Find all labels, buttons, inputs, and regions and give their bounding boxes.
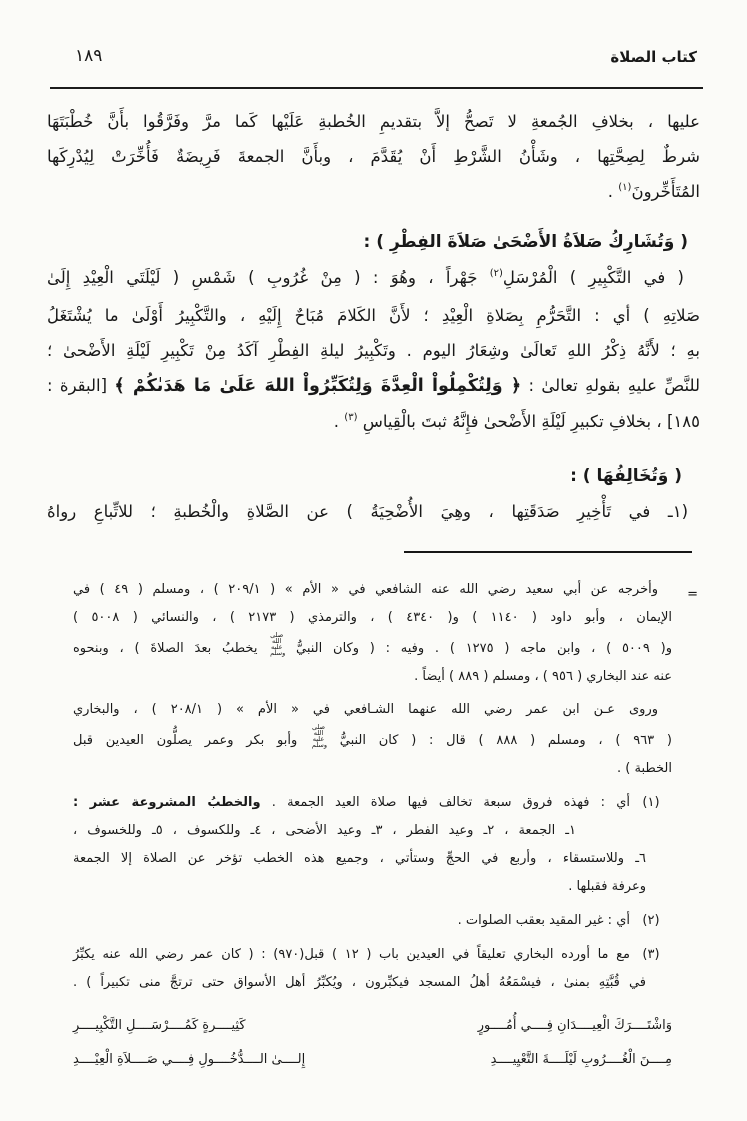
body-text: جَهْراً ، وهُوَ : ( مِنْ غُرُوبِ ) شَمْسِ ( لَيْلَتَي الْعِيْدِ إِلَىٰ: [47, 268, 490, 287]
footnote-text: و( ٥٠٠٩ ) ، وابن ماجه ( ١٢٧٥ ) . وفيه : ( وكان النبيُّ: [285, 641, 673, 656]
body-line quran-line: [47, 368, 700, 404]
footnote-cont-line: عنه عند البخاري ( ٩٥٦ ) ، ومسلم ( ٨٨٩ ) أيضاً .: [414, 669, 672, 684]
footnote-line: مع ما أورده البخاري تعليقاً في العيدين باب ( ١٢ ) قبل(٩٧٠) : ( كان عمر رضي الله عنه يكبِّرُ: [73, 947, 631, 962]
footnote-3-number: (٣): [642, 947, 660, 962]
page-number: ١٨٩: [75, 46, 103, 66]
body-line: [47, 174, 700, 212]
saw-ligature-icon: صلى الله عليه وسلم: [270, 631, 286, 657]
footnote-cont-line: وأخرجه عن أبي سعيد رضي الله عنه الشافعي في « الأم » ( ٢٠٩/١ ) ، ومسلم ( ٤٩ ) في: [73, 582, 658, 597]
body-line: [47, 404, 700, 442]
body-text: ( في التَّكْبِيرِ ) الْمُرْسَلِ: [502, 268, 684, 287]
quran-verse: ﴿ وَلِتُكْمِلُواْ الْعِدَّةَ وَلِتُكَبِّرُواْ اللهَ عَلَىٰ مَا هَدَىٰكُمْ ﴾: [114, 376, 522, 396]
poem: [73, 1009, 672, 1077]
footnote-line: أي : غير المقيد بعقب الصلوات .: [457, 913, 630, 928]
body-text: ١٨٥] ، بخلافِ تكبيرِ لَيْلَةِ الأَضْحىٰ فإِنَّهُ ثبتَ بالْقِياسِ: [357, 412, 700, 431]
footnotes: [73, 576, 698, 1077]
section-heading-eid-sharing: ( وَتُشَارِكُ صَلاَةُ الأَضْحَىٰ صَلاَةَ الفِطْرِ ) :: [363, 232, 688, 252]
footnote-3: [73, 941, 672, 997]
hemistich-right: وَاشْتَــــرَكَ الْعِيــــدَانِ فِــــي أُمُــــورٍ: [477, 1018, 672, 1033]
footnote-ref-2: (٢): [489, 268, 503, 279]
footnote-line: في قُبَّتِهِ بمنىٰ ، فيسْمَعُهُ أهلُ المسجد فيكبِّرون ، ويُكبِّرُ أهل الأسواق حتى ترتجَّ منى تكبيراً ) .: [73, 975, 646, 990]
page-header: [47, 46, 697, 66]
footnote-cont-line: وروى عـن ابن عمر رضي الله عنهما الشـافعي في « الأم » ( ٢٠٨/١ ) ، والبخاري: [73, 702, 658, 717]
section-heading-differences: ( وَتُخَالِفُهَا ) :: [570, 466, 682, 486]
body-text: [البقرة :: [47, 376, 115, 395]
footnote-text: أي : فهذه فروق سبعة تخالف فيها صلاة العيد الجمعة .: [260, 795, 630, 810]
footnote-3-text: [73, 941, 646, 997]
body-text: .: [333, 412, 345, 431]
footnote-cont-line: الخطبة ) .: [617, 761, 672, 776]
footnote-2-text: [73, 907, 630, 935]
footnote-1-text: [73, 789, 646, 901]
footnote-text: وأبو بكر وعمر يصلُّون العيدين قبل: [73, 733, 310, 748]
footnote-text: ( ٩٦٣ ) ، ومسلم ( ٨٨٨ ) قال : ( كان النبيُّ: [326, 733, 672, 748]
footnote-cont-line: الإيمان ، وأبو داود ( ١١٤٠ ) و( ٤٣٤٠ ) ، والترمذي ( ٢١٧٣ ) ، والنسائي ( ٥٠٠٨ ): [73, 610, 672, 625]
book-title: كتاب الصلاة: [610, 48, 697, 66]
body-text: .: [607, 182, 619, 201]
footnote-2: [73, 907, 672, 935]
body-line: صَلاتِهِ ) أي : التَّحَرُّمِ بِصَلاةِ الْعِيْدِ ؛ لأَنَّ الكَلامَ مُبَاحٌ إِلَيْهِ ، والتَّكْبِيرُ أَوْلَىٰ ما يُشْتَغَلُ: [47, 306, 700, 325]
footnote-line: ١ـ الجمعة ، ٢ـ وعيد الفطر ، ٣ـ وعيد الأضحى ، ٤ـ وللكسوف ، ٥ـ وللخسوف ،: [73, 823, 576, 838]
body-text: للنَّصِّ عليهِ بقولهِ تعالىٰ :: [521, 376, 700, 395]
footnote-line: [73, 789, 630, 817]
footnote-continuation-mark: =: [687, 587, 698, 602]
body-text: المُتَأَخِّرونَ: [631, 182, 700, 201]
footnote-line: وعرفة فقبلها .: [568, 879, 646, 894]
footnote-text: يخطبُ بعدَ الصلاةَ ) ، وبنحوه: [73, 641, 269, 656]
main-text: [47, 104, 700, 529]
poem-verse-2: [73, 1043, 672, 1077]
body-line: شرطٌ لِصِحَّتِها ، وشَأْنُ الشَّرْطِ أَنْ يُقَدَّمَ ، وبأَنَّ الجمعةَ فَرِيضَةٌ فَأُخِّرَتْ لِيُدْرِكَها: [47, 147, 700, 166]
hemistich-left: كَثِيــــرةٍ كَمُــــرْسَــــلِ التَّكْبِيــــرِ: [73, 1018, 246, 1033]
footnote-1: [73, 789, 672, 901]
body-line: [47, 260, 700, 298]
footnote-bold-text: والخطبُ المشروعة عشر :: [73, 795, 261, 810]
footnote-line: ٦ـ وللاستسقاء ، وأربع في الحجِّ وستأتي ، وجميع هذه الخطب تؤخر عن الصلاة إلا الجمعة: [73, 851, 646, 866]
body-line: بهِ ؛ لأَنَّهُ ذِكْرُ اللهِ تَعالَىٰ وشِعَارُ اليوم . وتَكْبِيرُ ليلةِ الفِطْرِ آكَدُ مِنْ تَكْبِيرِ لَيْلَةِ الأَضْحىٰ ؛: [47, 341, 700, 360]
poem-verse-1: [73, 1009, 672, 1043]
footnote-ref-3: (٣): [344, 412, 358, 423]
footnote-1-number: (١): [642, 795, 660, 810]
footnote-ref-1: (١): [618, 182, 632, 193]
footnote-cont-line: [73, 724, 672, 755]
footnote-separator: [404, 551, 692, 553]
body-line: (١ـ في تَأْخِيرِ صَدَقَتِها ، وهِيَ الأُضْحِيَةُ ) عن الصَّلاةِ والْخُطبةِ ؛ للاتِّباعِ رواهُ: [47, 502, 688, 521]
footnote-2-number: (٢): [642, 913, 660, 928]
body-line: عليها ، بخلافِ الجُمعةِ لا تَصحُّ إلاَّ بتقديمِ الخُطبةِ عَلَيْها كَما مرَّ وفَرَّقُوا بأَنَّ خُطْبَتَهَا: [47, 112, 700, 131]
header-rule: [50, 87, 703, 89]
hemistich-right: مِــــنَ الْغُــــرُوبِ لَيْلَــــةَ التَّعْيِيــــدِ: [490, 1052, 672, 1067]
footnote-cont-line: [73, 632, 672, 663]
saw-ligature-icon: صلى الله عليه وسلم: [311, 723, 327, 749]
hemistich-left: إِلــــىٰ الــــدُّخُــــولِ فِــــي صَــــلاَةِ الْعِيْــــدِ: [73, 1052, 306, 1067]
